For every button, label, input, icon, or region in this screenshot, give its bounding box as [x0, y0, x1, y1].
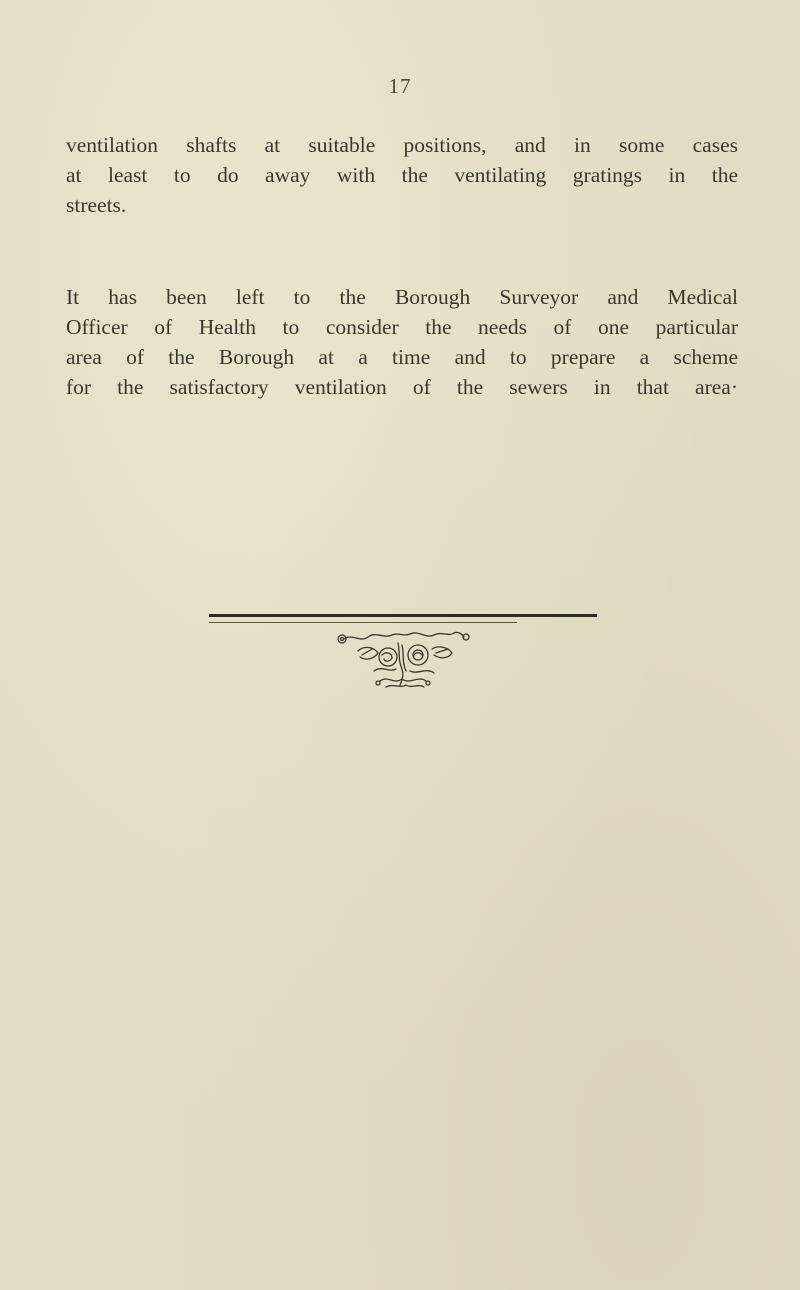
paragraph-2-line-1: It has been left to the Borough Surveyor and Medical	[66, 285, 738, 309]
paragraph-2-line-3: area of the Borough at a time and to prepare a scheme	[66, 345, 738, 369]
end-rule-thick	[209, 614, 597, 617]
paragraph-1-line-1: ventilation shafts at suitable positions, and in some cases	[66, 133, 738, 157]
end-rule-thin	[209, 622, 517, 623]
paragraph-2-line-4: for the satisfactory ventilation of the sewers in that area·	[66, 375, 738, 399]
paragraph-1	[66, 130, 738, 220]
paragraph-2	[66, 282, 738, 402]
paragraph-2-line-2: Officer of Health to consider the needs of one particular	[66, 315, 738, 339]
printers-ornament-icon	[330, 625, 480, 695]
paragraph-1-line-3: streets.	[66, 193, 127, 217]
paragraph-1-line-2: at least to do away with the ventilating gratings in the	[66, 163, 738, 187]
page-number: 17	[388, 74, 412, 98]
